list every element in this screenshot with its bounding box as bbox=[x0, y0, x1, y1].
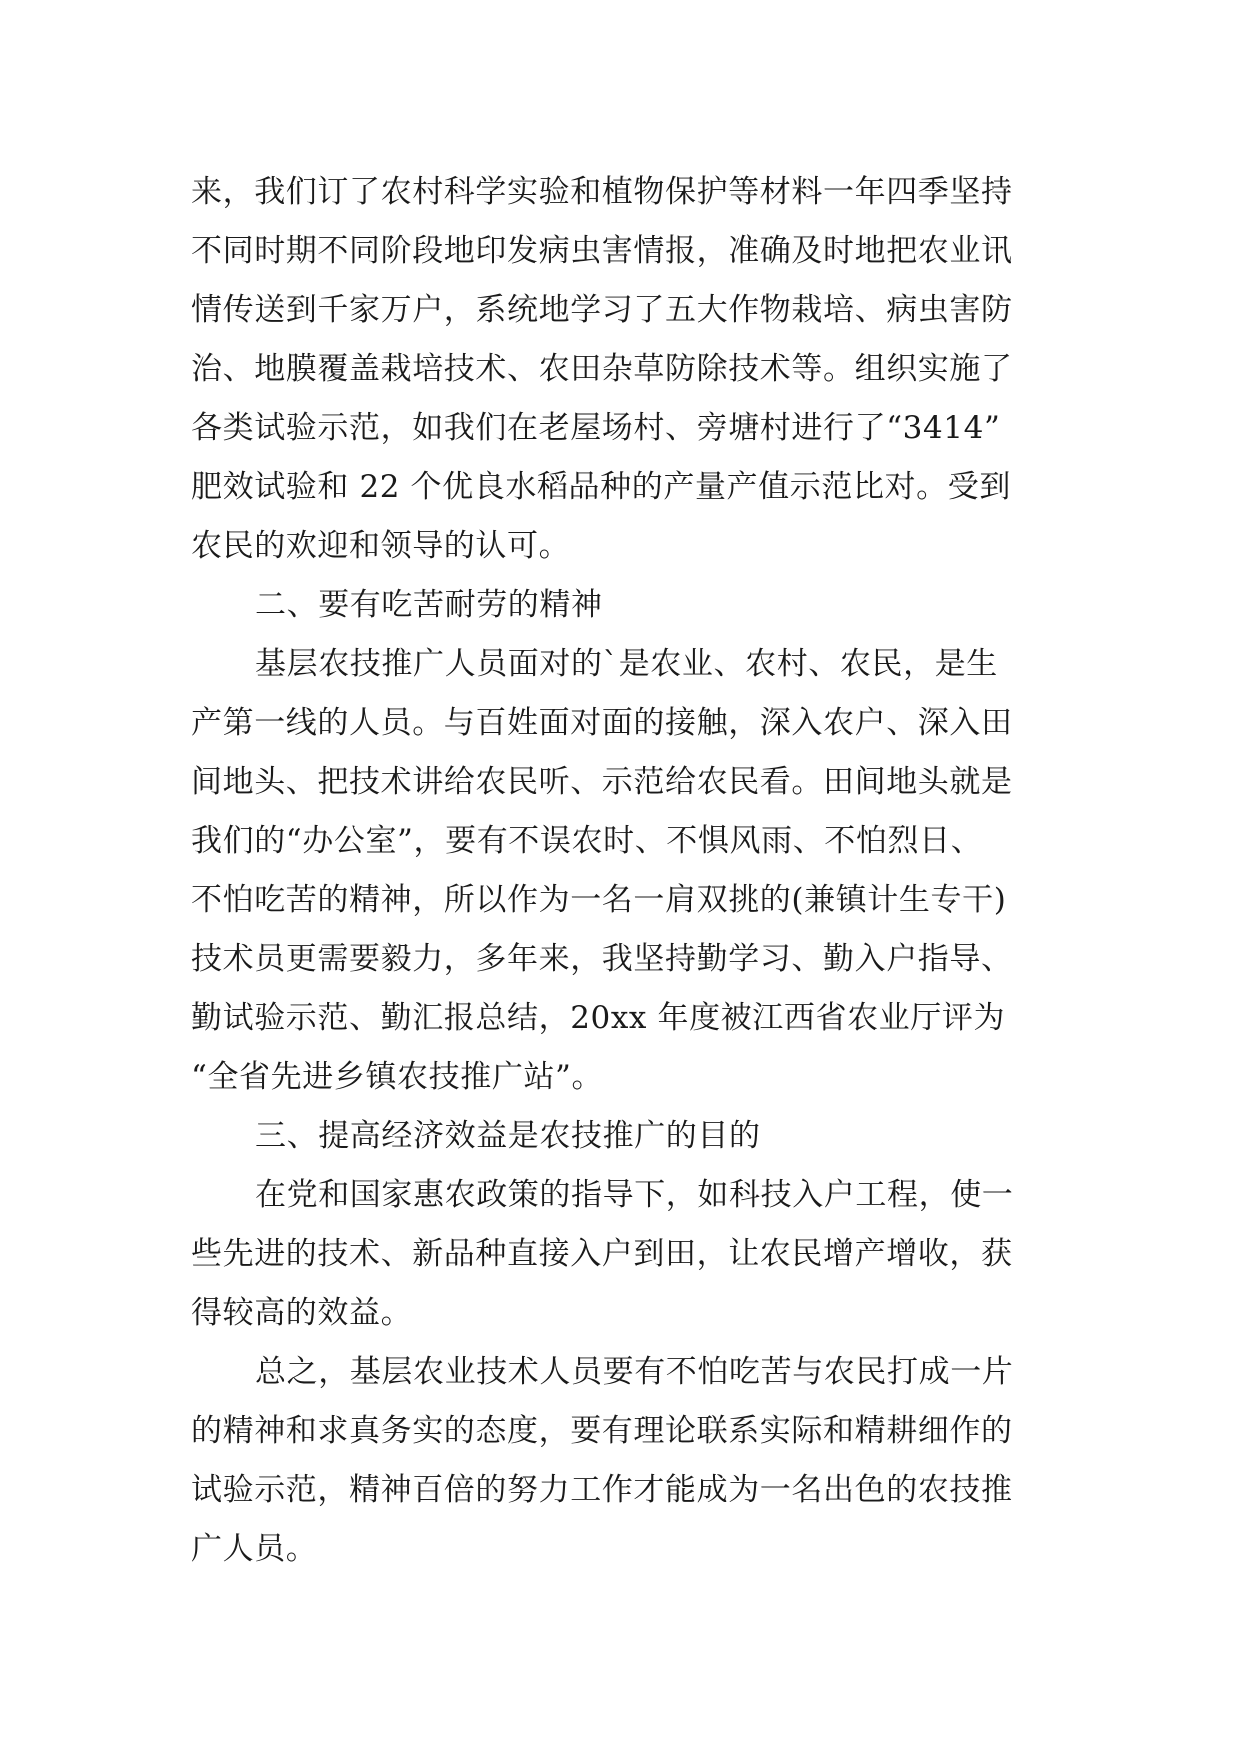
text-line: 肥效试验和 22 个优良水稻品种的产量产值示范比对。受到 bbox=[191, 469, 1011, 505]
paragraph-continuation bbox=[191, 163, 1051, 576]
text-line: 农民的欢迎和领导的认可。 bbox=[191, 528, 571, 564]
text-line: 广人员。 bbox=[191, 1531, 318, 1567]
section-heading-2 bbox=[191, 576, 1051, 635]
text-line: 的精神和求真务实的态度，要有理论联系实际和精耕细作的 bbox=[191, 1413, 1013, 1449]
text-line: 些先进的技术、新品种直接入户到田，让农民增产增收，获 bbox=[191, 1236, 1013, 1272]
text-line: 来，我们订了农村科学实验和植物保护等材料一年四季坚持 bbox=[191, 174, 1013, 210]
section-heading-3 bbox=[191, 1107, 1051, 1166]
text-line: 间地头、把技术讲给农民听、示范给农民看。田间地头就是 bbox=[191, 764, 1013, 800]
paragraph-hard-work bbox=[191, 635, 1051, 1107]
paragraph-policy bbox=[191, 1166, 1051, 1343]
paragraph-summary bbox=[191, 1343, 1051, 1579]
text-line: 在党和国家惠农政策的指导下，如科技入户工程，使一 bbox=[255, 1177, 1014, 1213]
text-line: 勤试验示范、勤汇报总结，20xx 年度被江西省农业厅评为 bbox=[191, 1000, 1006, 1036]
text-line: 试验示范，精神百倍的努力工作才能成为一名出色的农技推 bbox=[191, 1472, 1013, 1508]
text-line: 我们的“办公室”，要有不误农时、不惧风雨、不怕烈日、 bbox=[191, 823, 983, 859]
text-line: 得较高的效益。 bbox=[191, 1295, 413, 1331]
heading-line: 三、提高经济效益是农技推广的目的 bbox=[255, 1118, 761, 1154]
text-line: 治、地膜覆盖栽培技术、农田杂草防除技术等。组织实施了 bbox=[191, 351, 1013, 387]
text-line: 不怕吃苦的精神，所以作为一名一肩双挑的(兼镇计生专干) bbox=[191, 882, 1007, 918]
heading-line: 二、要有吃苦耐劳的精神 bbox=[255, 587, 603, 623]
text-line: 产第一线的人员。与百姓面对面的接触，深入农户、深入田 bbox=[191, 705, 1013, 741]
text-line: 总之，基层农业技术人员要有不怕吃苦与农民打成一片 bbox=[255, 1354, 1014, 1390]
text-line: “全省先进乡镇农技推广站”。 bbox=[191, 1059, 604, 1095]
text-line: 情传送到千家万户，系统地学习了五大作物栽培、病虫害防 bbox=[191, 292, 1013, 328]
text-line: 技术员更需要毅力，多年来，我坚持勤学习、勤入户指导、 bbox=[191, 941, 1013, 977]
text-line: 不同时期不同阶段地印发病虫害情报，准确及时地把农业讯 bbox=[191, 233, 1013, 269]
text-line: 基层农技推广人员面对的`是农业、农村、农民，是生 bbox=[255, 646, 998, 682]
text-line: 各类试验示范，如我们在老屋场村、旁塘村进行了“3414” bbox=[191, 410, 1001, 446]
document-body bbox=[191, 163, 1051, 1579]
